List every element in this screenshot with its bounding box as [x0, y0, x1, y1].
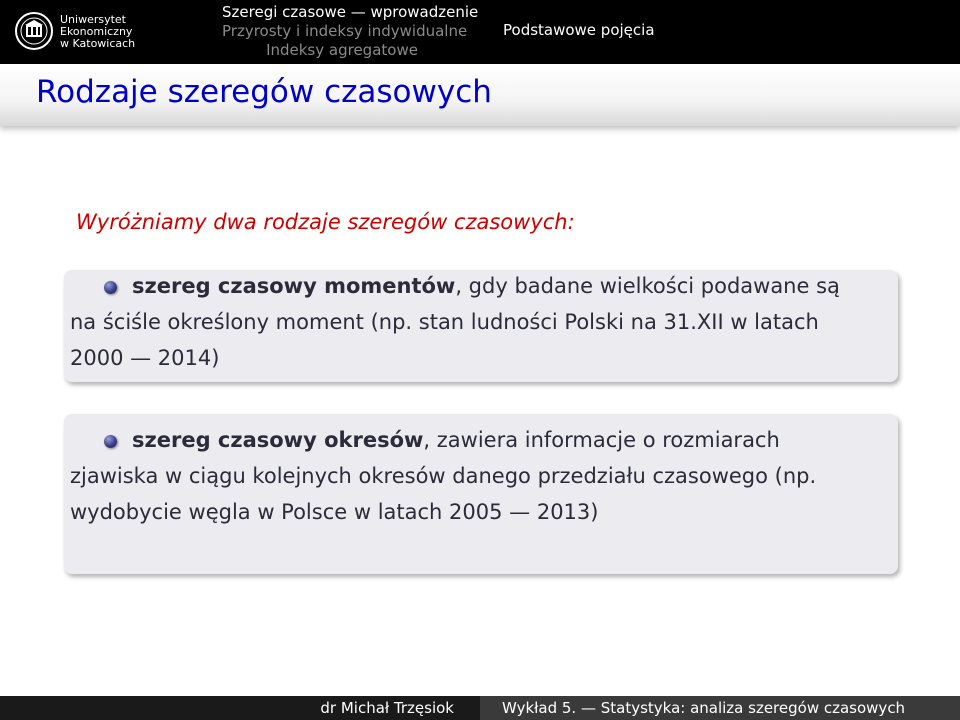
intro-text: Wyróżniamy dwa rodzaje szeregów czasowych:: [76, 210, 575, 234]
logo-line-2: Ekonomiczny: [60, 25, 133, 38]
nav-section-1[interactable]: Szeregi czasowe — wprowadzenie: [222, 3, 479, 21]
definition-term-1: szereg czasowy momentów: [132, 274, 456, 298]
definition-text-2: , zawiera informacje o rozmiarach zjawiska w ciągu kolejnych okresów danego przedziału czasowego (np. wydobycie węgla w Polsce w latach 2005 — 2013): [70, 428, 817, 524]
definition-item-2: [70, 422, 860, 530]
definition-text-1: , gdy badane wielkości podawane są na ściśle określony moment (np. stan ludności Polski na 31.XII w latach 2000 — 2014): [70, 274, 840, 370]
definition-item-1: [70, 268, 860, 376]
university-logo[interactable]: [14, 11, 136, 51]
nav-section-3[interactable]: Indeksy agregatowe: [266, 41, 418, 59]
header-bar: [0, 0, 960, 64]
definition-term-2: szereg czasowy okresów: [132, 428, 424, 452]
logo-line-1: Uniwersytet: [60, 13, 126, 26]
footer-lecture-title: Wykład 5. — Statystyka: analiza szeregów czasowych: [480, 696, 960, 720]
footer-author: dr Michał Trzęsiok: [0, 696, 480, 720]
footer-bar: [0, 696, 960, 720]
intro-heading: [76, 210, 575, 234]
nav-section-2[interactable]: Przyrosty i indeksy indywidualne: [222, 22, 468, 40]
section-navigation: [222, 3, 479, 60]
logo-line-3: w Katowicach: [60, 37, 136, 50]
frame-title: Rodzaje szeregów czasowych: [36, 74, 492, 110]
nav-current-subsection[interactable]: Podstawowe pojęcia: [503, 21, 655, 39]
logo-wordmark: [60, 14, 135, 50]
university-seal-icon: [14, 11, 54, 51]
